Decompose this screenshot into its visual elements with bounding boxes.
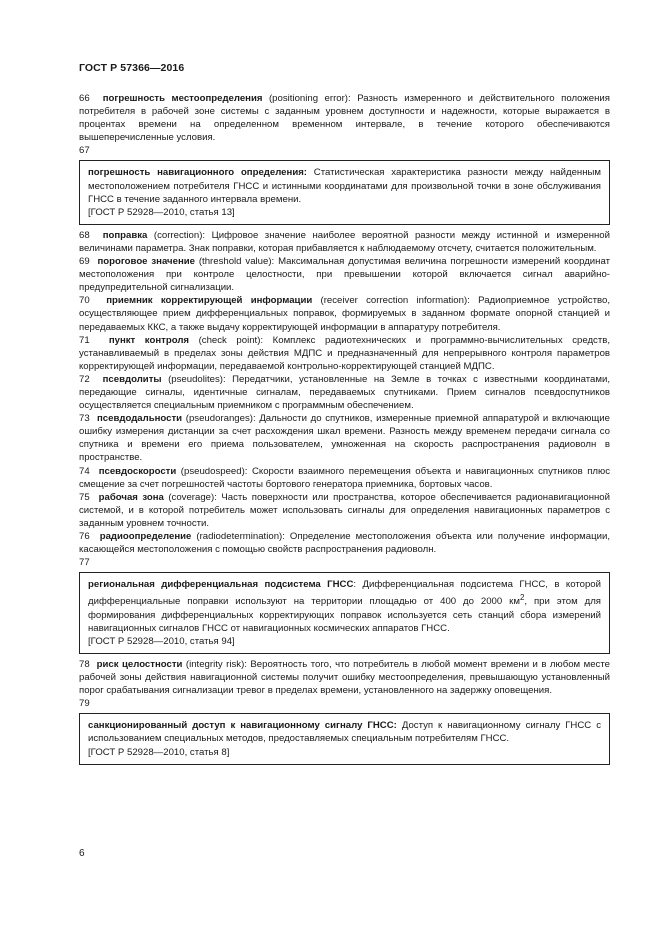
term-english: (radiodetermination):	[191, 531, 290, 542]
term-english: (pseudospeed):	[176, 465, 252, 477]
term-number: 78	[79, 658, 90, 670]
term-number: 74	[79, 465, 90, 477]
term-english: (check point):	[189, 334, 273, 346]
term-79-box	[79, 713, 610, 764]
term-79-number: 79	[79, 698, 90, 710]
term-number: 70	[79, 295, 90, 307]
term-title: псевдолиты	[102, 373, 162, 385]
term-75	[79, 491, 610, 530]
term-definition: Цифровое значение наиболее вероятной разности между истинной и измеренной величинами параметра. Знак поправки, которая прибавляется к наблюдаемому отсчету, считается положительным.	[79, 229, 610, 254]
term-definition: Скорости взаимного перемещения объекта и навигационных спутников плюс смещение за счет погрешностей частоты бортового генератора приемника, бортовых часов.	[79, 465, 610, 490]
term-title: санкционированный доступ к навигационному сигналу ГНСС:	[88, 720, 397, 732]
term-english: (pseudolites):	[161, 373, 233, 385]
term-78	[79, 658, 610, 697]
term-title: рабочая зона	[98, 491, 164, 503]
terms-content	[79, 92, 610, 769]
term-definition: Часть поверхности или пространства, которое обеспечивается радионавигационной системой, и в которой потребитель может использовать сигналы для определения навигационных параметров с заданным уровнем точности.	[79, 491, 610, 529]
term-number: 69	[79, 256, 90, 268]
term-definition: Передатчики, установленные на Земле в точках с известными координатами, передающие сигналы, идентичные сигналам, передаваемых спутниками. Прием сигналов псевдоспутников осуществляется специальным приемником с программным обеспечением.	[79, 373, 610, 412]
term-english: (receiver correction information):	[312, 295, 479, 307]
term-73	[79, 412, 610, 464]
term-77-box	[79, 572, 610, 654]
term-english: (pseudoranges):	[182, 413, 260, 425]
document-header: ГОСТ Р 57366—2016	[79, 62, 185, 74]
term-70	[79, 294, 610, 333]
term-number: 71	[79, 334, 90, 346]
term-number: 68	[79, 229, 90, 241]
term-74	[79, 465, 610, 491]
term-77-reference: [ГОСТ Р 52928—2010, статья 94]	[88, 635, 235, 647]
term-title: пункт контроля	[108, 334, 190, 346]
term-number: 73	[79, 413, 90, 425]
term-67-box	[79, 160, 610, 224]
term-definition: : Дифференциальная подсистема ГНСС, в которой дифференциальные поправки используют на территории площадью от 400 до 2000 км	[88, 579, 601, 608]
term-definition: Радиоприемное устройство, осуществляющее прием дифференциальных поправок, формируемых в заданном формате опорной станцией и передаваемых ККС, а также выдачу корректирующей информации в аппаратуру потребителя.	[79, 295, 610, 333]
term-69	[79, 255, 610, 294]
term-definition-cont: , при этом для формирования дифференциальных корректирующих поправок используется сеть станций сбора измерений навигационных сигналов ГНСС от навигационных космических аппаратов ГНСС.	[88, 596, 601, 634]
term-number: 76	[79, 531, 90, 542]
page-number: 6	[79, 848, 85, 859]
term-title: погрешность местоопределения	[102, 93, 263, 104]
term-77	[88, 578, 601, 635]
term-english: (threshold value):	[194, 256, 279, 268]
term-79	[88, 719, 601, 745]
term-title: региональная дифференциальная подсистема ГНСС	[88, 579, 354, 591]
term-definition: Комплекс радиотехнических и программно-вычислительных средств, устанавливаемый в пределах зоны действия МДПС и предназначенный для непрерывного контроля параметров корректирующей информации, передаваемой контрольно-корректирующей станцией МДПС.	[79, 334, 610, 372]
term-67-number: 67	[79, 145, 90, 157]
term-title: псевдодальности	[97, 413, 183, 425]
term-79-reference: [ГОСТ Р 52928—2010, статья 8]	[88, 746, 230, 758]
term-66	[79, 92, 610, 144]
term-number: 75	[79, 491, 90, 503]
term-definition: Дальности до спутников, измеренные приемной аппаратурой и включающие ошибку измерения дистанции за счет расхождения шкал времени. Разность между временем передачи сигнала со спутника и времени его приема пользователем, умноженная на скорость распространения радиоволн в пространстве.	[79, 413, 610, 464]
term-title: приемник корректирующей информации	[106, 295, 313, 307]
term-english: (correction):	[147, 229, 212, 241]
term-title: радиоопределение	[99, 531, 192, 542]
term-definition: Разность измеренного и действительного положения потребителя в рабочей зоне системы с заданным уровнем доступности и надежности, которые выражается в процентах времени на определенном временном интервале, в течение которого обеспечиваются вышеперечисленные условия.	[79, 93, 610, 144]
term-english: (integrity risk):	[182, 658, 251, 670]
term-number: 66	[79, 93, 90, 104]
term-number: 72	[79, 373, 90, 385]
term-definition: Определение местоположения объекта или получение информации, касающейся местоположения с помощью свойств распространения радиоволн.	[79, 531, 610, 556]
term-definition: Максимальная допустимая величина погрешности измерений координат местоположения при контроле целостности, при превышении которой включается сигнал аварийно-предупредительной сигнализации.	[79, 256, 610, 294]
term-title: риск целостности	[96, 658, 183, 670]
term-title: псевдоскорости	[98, 465, 177, 477]
term-76	[79, 530, 610, 556]
term-67	[88, 166, 601, 205]
term-67-reference: [ГОСТ Р 52928—2010, статья 13]	[88, 206, 235, 218]
term-72	[79, 373, 610, 412]
term-77-number: 77	[79, 557, 90, 569]
term-title: погрешность навигационного определения:	[88, 167, 308, 179]
term-71	[79, 334, 610, 373]
superscript: 2	[519, 593, 525, 603]
term-english: (coverage):	[163, 491, 222, 503]
term-68	[79, 229, 610, 255]
term-definition: Доступ к навигационному сигналу ГНСС с использованием специальных методов, предоставляемых специальным потребителям ГНСС.	[88, 720, 602, 745]
term-definition: Вероятность того, что потребитель в любой момент времени и в любом месте рабочей зоны действия навигационной системы получит ошибку местоопределения, превышающую установленный порог срабатывания сигнализации тревог в пределах времени, установленного на задержку оповещения.	[79, 658, 610, 697]
term-title: поправка	[102, 229, 148, 241]
term-title: пороговое значение	[97, 256, 195, 268]
term-english: (positioning error):	[262, 93, 358, 104]
term-definition: Статистическая характеристика разности между найденным местоположением потребителя ГНСС и истинными координатами для произвольной точки в зоне обслуживания ГНСС в течение заданного интервала времени.	[88, 167, 601, 205]
